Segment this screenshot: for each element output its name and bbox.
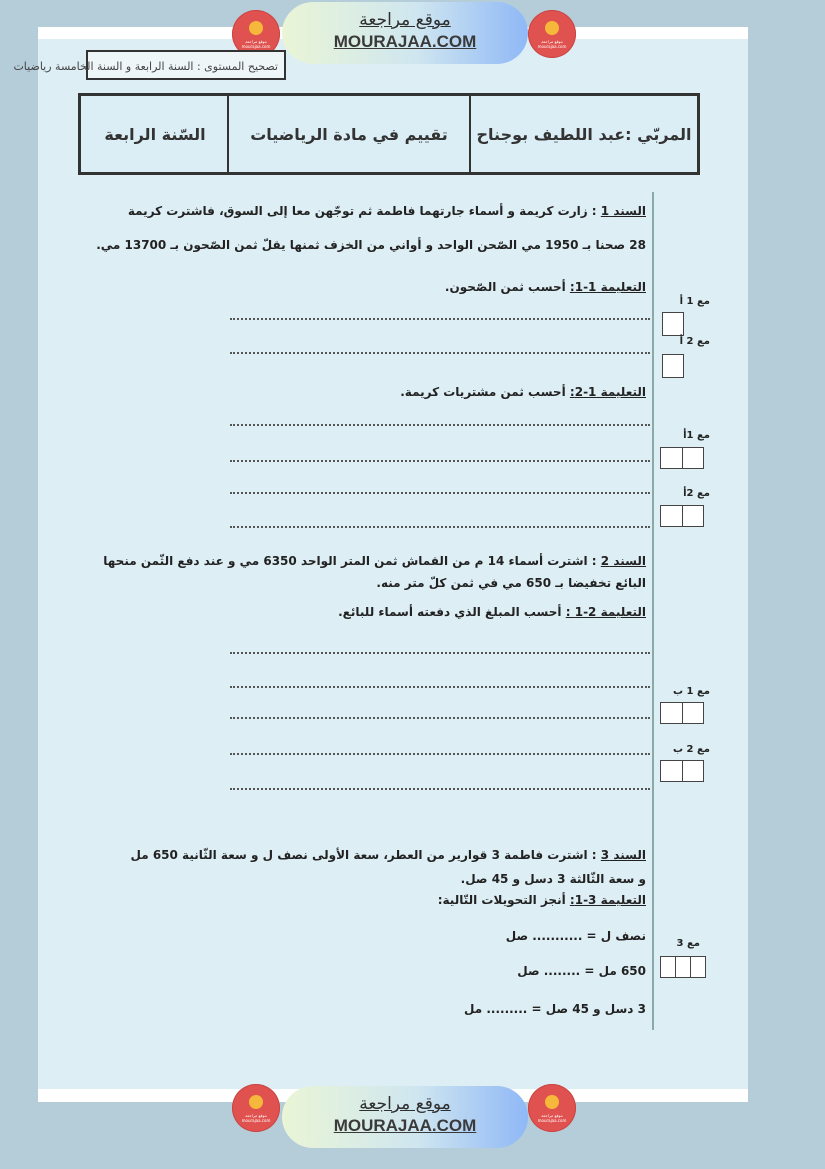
- s1-q2-label: التعليمة 1-2:: [569, 385, 646, 399]
- s1-title: السند 1: [600, 204, 646, 218]
- answer-line[interactable]: [230, 492, 650, 494]
- criterion-label: مع 2 ب: [672, 744, 710, 755]
- s1-q1: [445, 280, 646, 294]
- logo-text: موقع مراجعة mourajaa.com: [241, 1113, 271, 1123]
- logo-right-top: [528, 10, 576, 58]
- answer-line[interactable]: [230, 352, 650, 354]
- site-banner-bottom[interactable]: [282, 1086, 528, 1148]
- criterion-label: مع 2أ: [683, 488, 710, 499]
- teacher-name: المربّي :عبد اللطيف بوجناح: [469, 96, 697, 172]
- conversion-2[interactable]: 650 مل = ........ صل: [517, 964, 646, 978]
- score-box[interactable]: [660, 956, 706, 978]
- s3-title: السند 3: [600, 848, 646, 862]
- answer-line[interactable]: [230, 717, 650, 719]
- banner-arabic: موقع مراجعة: [359, 10, 451, 30]
- answer-line[interactable]: [230, 652, 650, 654]
- score-box[interactable]: [660, 447, 704, 469]
- answer-line[interactable]: [230, 424, 650, 426]
- s2-q1-label: التعليمة 2-1 :: [565, 605, 646, 619]
- criterion-label: مع 1 أ: [679, 296, 710, 307]
- s3-line1: [130, 848, 646, 862]
- banner-arabic: موقع مراجعة: [359, 1094, 451, 1114]
- conversion-3[interactable]: 3 دسل و 45 صل = ......... مل: [464, 1002, 646, 1016]
- answer-line[interactable]: [230, 526, 650, 528]
- exam-subject: تقييم في مادة الرياضيات: [227, 96, 469, 172]
- s2-line1-text: : اشترت أسماء 14 م من القماش ثمن المتر الواحد 6350 مي و عند دفع الثّمن منحها: [103, 554, 597, 568]
- logo-text: موقع مراجعة mourajaa.com: [537, 1113, 567, 1123]
- exam-header: [78, 93, 700, 175]
- s1-line1: [128, 204, 646, 218]
- logo-left-bottom: [232, 1084, 280, 1132]
- s3-q1-label: التعليمة 3-1:: [569, 893, 646, 907]
- level-label-box: تصحيح المستوى : السنة الرابعة و السنة الخامسة رياضيات: [86, 50, 286, 80]
- score-box[interactable]: [660, 702, 704, 724]
- logo-right-bottom: [528, 1084, 576, 1132]
- banner-english: MOURAJAA.COM: [333, 1116, 477, 1135]
- score-box[interactable]: [660, 505, 704, 527]
- s1-q1-text: أحسب ثمن الصّحون.: [444, 280, 566, 294]
- s3-q1: [438, 893, 646, 907]
- criterion-label: مع 2 أ: [679, 336, 710, 347]
- exam-content: [62, 192, 712, 1030]
- score-box[interactable]: [660, 760, 704, 782]
- s3-line1-text: : اشترت فاطمة 3 قوارير من العطر، سعة الأولى نصف ل و سعة الثّانية 650 مل: [130, 848, 597, 862]
- s1-line2: 28 صحنا بـ 1950 مي الصّحن الواحد و أواني من الخزف ثمنها يقلّ ثمن الصّحون بـ 13700 مي.: [96, 238, 646, 252]
- s2-line1: [103, 554, 646, 568]
- score-box[interactable]: [662, 312, 684, 336]
- conversion-1[interactable]: نصف ل = ........... صل: [505, 929, 646, 943]
- s2-q1: [338, 605, 646, 619]
- logo-text: موقع مراجعة mourajaa.com: [537, 39, 567, 49]
- s3-line2: و سعة الثّالثة 3 دسل و 45 صل.: [460, 872, 646, 886]
- s2-title: السند 2: [600, 554, 646, 568]
- criterion-label: مع 1 ب: [672, 686, 710, 697]
- s1-q2-text: أحسب ثمن مشتريات كريمة.: [400, 385, 566, 399]
- answer-line[interactable]: [230, 318, 650, 320]
- s1-q2: [400, 385, 646, 399]
- exam-level: السّنة الرابعة: [104, 124, 206, 144]
- answer-line[interactable]: [230, 460, 650, 462]
- site-banner-top[interactable]: [282, 2, 528, 64]
- s3-q1-text: أنجز التحويلات التّالية:: [437, 893, 566, 907]
- answer-line[interactable]: [230, 753, 650, 755]
- criterion-label: مع 1أ: [683, 430, 710, 441]
- s1-q1-label: التعليمة 1-1:: [569, 280, 646, 294]
- answer-line[interactable]: [230, 686, 650, 688]
- logo-text: موقع مراجعة mourajaa.com: [241, 39, 271, 49]
- answer-line[interactable]: [230, 788, 650, 790]
- s1-line1-text: : زارت كريمة و أسماء جارتهما فاطمة ثم توجّهن معا إلى السوق، فاشترت كريمة: [127, 204, 597, 218]
- grading-margin: [652, 192, 714, 1030]
- s2-q1-text: أحسب المبلغ الذي دفعته أسماء للبائع.: [338, 605, 562, 619]
- banner-english: MOURAJAA.COM: [333, 32, 477, 51]
- score-box[interactable]: [662, 354, 684, 378]
- criterion-label: مع 3: [676, 938, 700, 949]
- s2-line2: البائع تخفيضا بـ 650 مي في ثمن كلّ متر منه.: [376, 576, 646, 590]
